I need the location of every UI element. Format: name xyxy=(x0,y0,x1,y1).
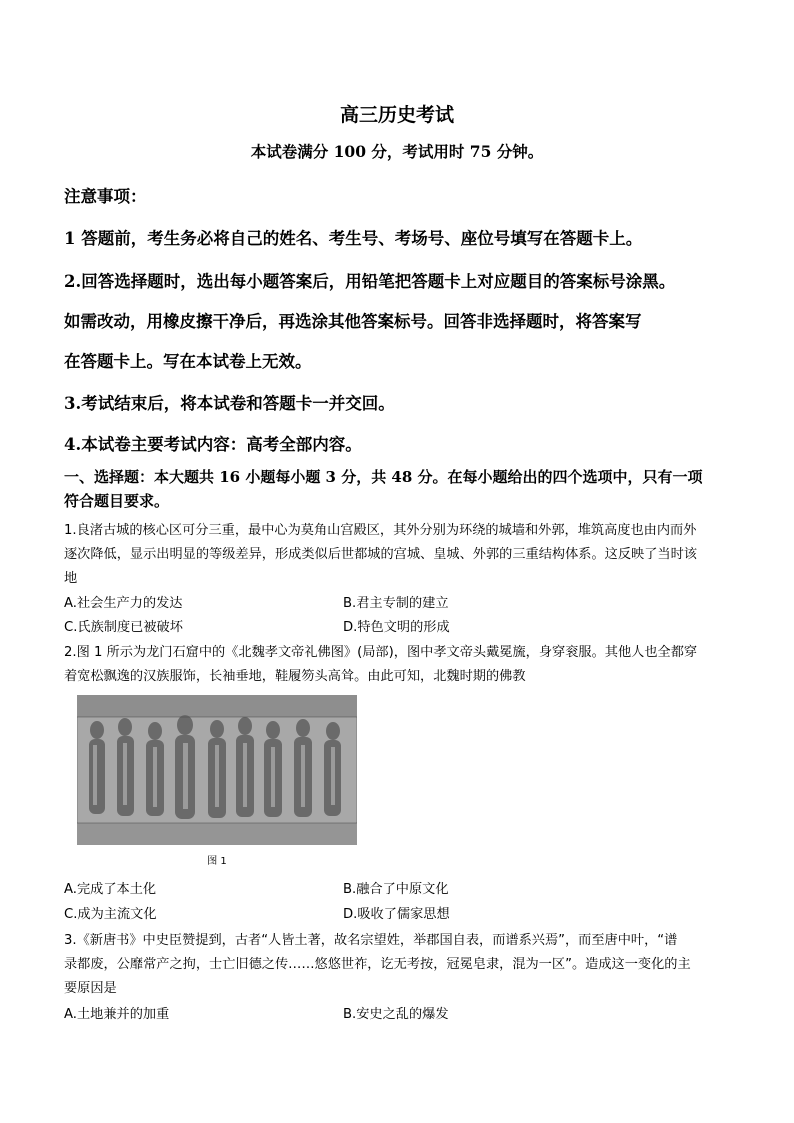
question-1-option-c: C.氏族制度已被破坏 xyxy=(64,620,183,635)
question-3-line-3: 要原因是 xyxy=(64,981,117,996)
exam-subtitle: 本试卷满分 100 分，考试用时 75 分钟。 xyxy=(250,142,544,161)
question-2-option-c: C.成为主流文化 xyxy=(64,907,157,922)
section-heading-line-2: 符合题目要求。 xyxy=(64,492,170,510)
question-3-option-b: B.安史之乱的爆发 xyxy=(343,1007,449,1022)
question-2-line-2: 着宽松飘逸的汉族服饰，长袖垂地，鞋履笏头高耸。由此可知，北魏时期的佛教 xyxy=(64,669,526,684)
note-item-2-line-3: 在答题卡上。写在本试卷上无效。 xyxy=(64,352,312,371)
notes-heading: 注意事项： xyxy=(64,187,147,206)
note-item-1: 1 答题前，考生务必将自己的姓名、考生号、考场号、座位号填写在答题卡上。 xyxy=(64,229,643,248)
question-1-option-d: D.特色文明的形成 xyxy=(343,620,450,635)
question-1-line-2: 逐次降低，显示出明显的等级差异，形成类似后世都城的宫城、皇城、外郭的三重结构体系。这反映了当时该 xyxy=(64,547,697,562)
question-1-option-a: A.社会生产力的发达 xyxy=(64,596,183,611)
question-2-option-d: D.吸收了儒家思想 xyxy=(343,907,450,922)
note-item-3: 3.考试结束后，将本试卷和答题卡一并交回。 xyxy=(64,394,395,413)
question-1-line-1: 1.良渚古城的核心区可分三重，最中心为莫角山宫殿区，其外分别为环绕的城墙和外郭，堆筑高度也由内而外 xyxy=(64,523,697,538)
question-3-option-a: A.土地兼并的加重 xyxy=(64,1007,170,1022)
figure-caption: 图 1 xyxy=(207,856,227,867)
section-heading-line-1: 一、选择题：本大题共 16 小题每小题 3 分，共 48 分。在每小题给出的四个选项中，只有一项 xyxy=(64,468,703,486)
relief-figure-image xyxy=(77,695,357,845)
question-2-option-a: A.完成了本土化 xyxy=(64,882,157,897)
question-2-option-b: B.融合了中原文化 xyxy=(343,882,449,897)
note-item-2-line-2: 如需改动，用橡皮擦干净后，再选涂其他答案标号。回答非选择题时，将答案写 xyxy=(64,312,642,331)
note-item-2-line-1: 2.回答选择题时，选出每小题答案后，用铅笔把答题卡上对应题目的答案标号涂黑。 xyxy=(64,272,676,291)
question-1-line-3: 地 xyxy=(64,571,78,586)
question-1-option-b: B.君主专制的建立 xyxy=(343,596,449,611)
question-3-line-2: 录都废，公靡常产之拘，士亡旧德之传……悠悠世祚，讫无考按，冠冕皂隶，混为一区”。造成这一变化的主 xyxy=(64,957,691,972)
question-3-line-1: 3.《新唐书》中史臣赞提到，古者“人皆土著，故名宗望姓，举郡国自表，而谱系兴焉”，而至唐中叶，“谱 xyxy=(64,933,678,948)
question-2-line-1: 2.图 1 所示为龙门石窟中的《北魏孝文帝礼佛图》(局部)，图中孝文帝头戴冕旒，身穿衮服。其他人也全都穿 xyxy=(64,645,698,660)
note-item-4: 4.本试卷主要考试内容：高考全部内容。 xyxy=(64,435,362,454)
page-title: 高三历史考试 xyxy=(339,104,454,126)
